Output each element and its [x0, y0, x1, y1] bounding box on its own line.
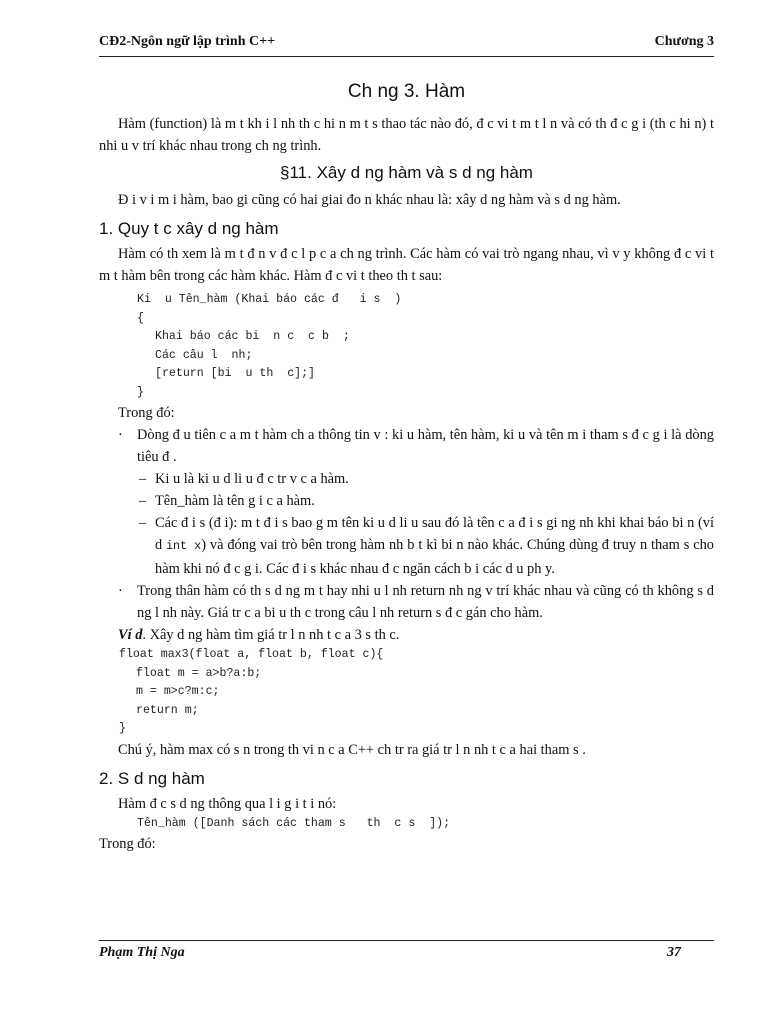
code-line: m = m>c?m:c;: [136, 685, 220, 698]
header-rule: [99, 56, 714, 57]
code-line: }: [119, 722, 126, 735]
section-title: §11. Xây d ng hàm và s d ng hàm: [280, 163, 533, 182]
example-line: [99, 624, 714, 646]
page-number: 37: [667, 945, 681, 960]
code-line: return m;: [136, 703, 199, 717]
function-syntax-code: [99, 291, 714, 402]
dash-item: [99, 468, 714, 490]
dash-marker: –: [139, 515, 147, 531]
intro-paragraph: Hàm (function) là m t kh i l nh th c hi n m t s thao tác nào đó, đ c vi t m t l n và có th đ c g i (th c hi n) t nhi u v trí khác nhau trong ch ng trình.: [99, 116, 714, 154]
chapter-title: Ch ng 3. Hàm: [347, 81, 466, 102]
footer-author: Phạm Thị Nga: [99, 945, 185, 960]
dash-item: [99, 512, 714, 580]
code-line: }: [137, 385, 144, 399]
bullet-item: [99, 580, 714, 624]
footer-text: [99, 945, 714, 961]
running-header: [99, 28, 714, 56]
code-line: {: [137, 311, 144, 325]
code-line: Các câu l nh;: [155, 348, 253, 362]
bullet-marker: ·: [118, 427, 123, 443]
example-text: . Xây d ng hàm tìm giá tr l n nh t c a 3 s th c.: [142, 627, 400, 643]
dash-text: [155, 512, 714, 580]
subsection-1-paragraph: Hàm có th xem là m t đ n v đ c l p c a ch ng trình. Các hàm có vai trò ngang nhau, vì v y không đ c vi t m t hàm bên trong các hàm khác. Hàm đ c vi t theo th t sau:: [99, 246, 714, 284]
code-line: float m = a>b?a:b;: [136, 666, 262, 680]
section-intro: Đ i v i m i hàm, bao gi cũng có hai giai đo n khác nhau là: xây d ng hàm và s d ng hàm.: [118, 192, 621, 208]
bullet-item: [99, 424, 714, 468]
subsection-2-title: 2. S d ng hàm: [99, 768, 205, 788]
inline-code: int x: [166, 540, 202, 553]
code-line: float max3(float a, float b, float c){: [119, 648, 384, 661]
example-code: [99, 646, 714, 739]
code-line: [return [bi u th c];]: [155, 367, 316, 380]
subsection-2-paragraph: Hàm đ c s d ng thông qua l i g i t i nó:: [118, 795, 337, 812]
header-course: CĐ2-Ngôn ngữ lập trình C++: [99, 34, 276, 49]
bullet-text: Dòng đ u tiên c a m t hàm ch a thông tin v : ki u hàm, tên hàm, ki u và tên m i tham s đ c g i là dòng tiêu đ .: [137, 427, 714, 465]
page-footer: [99, 940, 714, 961]
dash-text-part: Các đ i s (đ i): m t đ i s bao g m tên ki u d li u sau đó là tên c a đ i s gi ng nh khi khai báo bi n (ví d: [155, 515, 714, 553]
where-label: Trong đó:: [118, 405, 175, 421]
where-label-2: Trong đó:: [99, 836, 156, 852]
call-syntax-code: Tên_hàm ([Danh sách các tham s th c s ]);: [137, 816, 451, 830]
example-label: Ví d: [118, 627, 143, 643]
dash-text: Ki u là ki u d li u đ c tr v c a hàm.: [155, 471, 349, 487]
footer-rule: [99, 940, 714, 941]
dash-text-part: ) và đóng vai trò bên trong hàm nh b t kì bi n nào khác. Chúng dùng đ truy n tham s cho hàm khi nó đ c g i. Các đ i s khác nhau đ c ngăn cách b i các d u ph y.: [155, 537, 714, 577]
dash-item: [99, 490, 714, 512]
dash-marker: –: [139, 471, 147, 487]
dash-marker: –: [139, 493, 147, 509]
bullet-marker: ·: [118, 583, 123, 599]
header-chapter: Chương 3: [654, 34, 714, 49]
code-line: Ki u Tên_hàm (Khai báo các đ i s ): [137, 293, 402, 306]
subsection-1-title: 1. Quy t c xây d ng hàm: [99, 219, 279, 238]
page-body: [99, 28, 714, 855]
code-line: Khai báo các bi n c c b ;: [155, 330, 350, 343]
dash-text: Tên_hàm là tên g i c a hàm.: [155, 493, 315, 509]
bullet-text: Trong thân hàm có th s d ng m t hay nhi u l nh return nh ng v trí khác nhau và cũng có th không s d ng l nh này. Giá tr c a bi u th c trong câu l nh return s đ c gán cho hàm.: [137, 583, 714, 621]
note-paragraph: Chú ý, hàm max có s n trong th vi n c a C++ ch tr ra giá tr l n nh t c a hai tham s .: [118, 741, 586, 758]
